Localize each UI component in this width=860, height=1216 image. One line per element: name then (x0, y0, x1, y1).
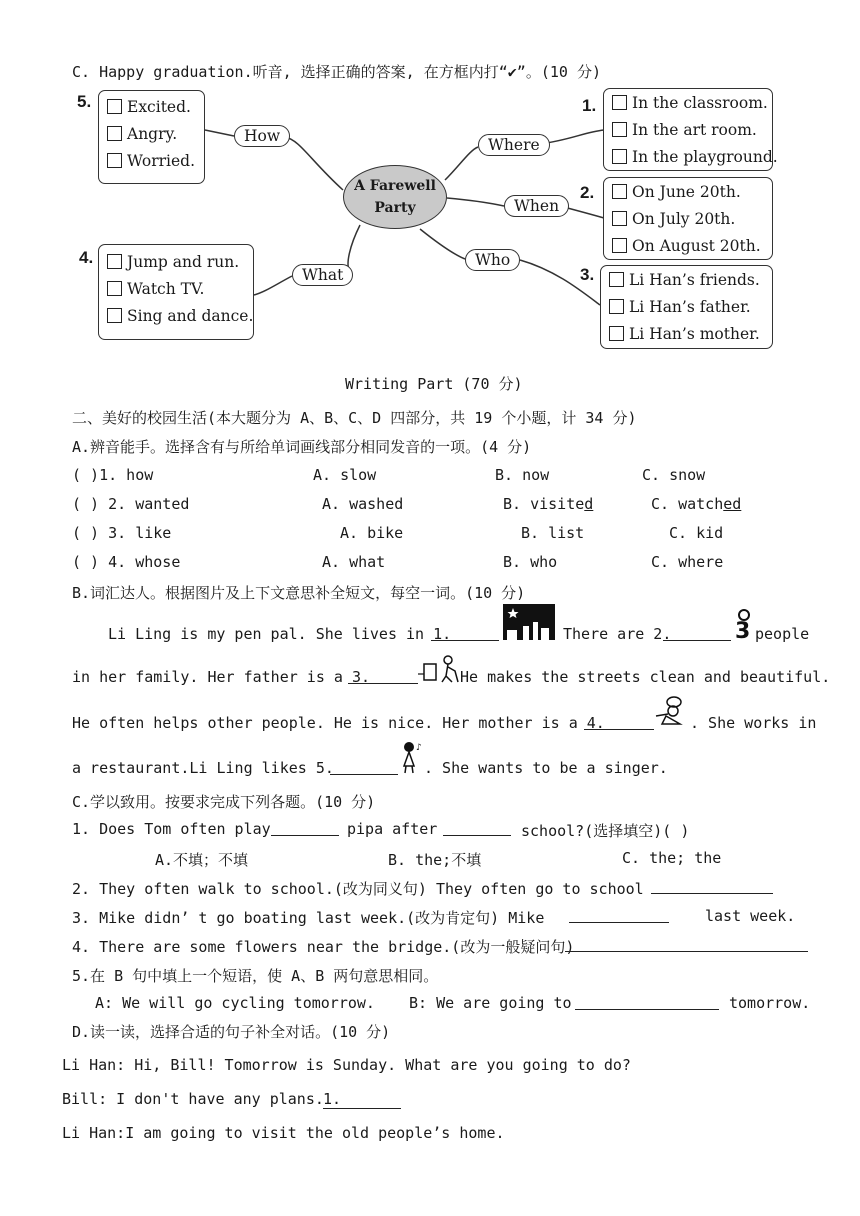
passage-text: Li Ling is my pen pal. She lives in 1. (108, 625, 452, 643)
checkbox[interactable] (107, 126, 122, 141)
checkbox[interactable] (612, 149, 627, 164)
branch-who: Who (465, 249, 520, 271)
option-art-room[interactable]: In the art room. (612, 117, 764, 144)
choice-c: C. snow (642, 466, 706, 484)
sentence-a: A: We will go cycling tomorrow. (95, 994, 375, 1012)
part-d-title: D.读一读，选择合适的句子补全对话。(10 分) (72, 1023, 391, 1041)
question-1-text: school?(选择填空)( ) (521, 822, 690, 840)
checkbox[interactable] (107, 254, 122, 269)
blank-c2[interactable] (651, 879, 773, 894)
question-4-text: 4. There are some flowers near the bridge.(改为一般疑问句) (72, 938, 575, 956)
part-a-title: A.辨音能手。选择含有与所给单词画线部分相同发音的一项。(4 分) (72, 438, 532, 456)
branch-when: When (504, 195, 569, 217)
checkbox[interactable] (107, 99, 122, 114)
blank-c4[interactable] (565, 937, 808, 952)
dialogue-line: Bill: I don't have any plans. (62, 1090, 324, 1108)
choice-c: C. where (651, 553, 724, 571)
option-classroom[interactable]: In the classroom. (612, 90, 764, 117)
passage-text: a restaurant.Li Ling likes 5. (72, 759, 334, 777)
option-playground[interactable]: In the playground. (612, 144, 764, 171)
blank-c3[interactable] (569, 908, 669, 923)
choice-a: A. slow (313, 466, 377, 484)
singing-picture (398, 740, 424, 774)
choice-a: A. washed (322, 495, 404, 513)
passage-text: . She works in (690, 714, 817, 732)
svg-text:♪: ♪ (416, 743, 422, 753)
choice-b: B. visited (503, 495, 594, 513)
blank-d1[interactable]: 1. (323, 1090, 401, 1109)
choice-a: A. bike (340, 524, 404, 542)
option-mother[interactable]: Li Han’s mother. (609, 321, 764, 348)
option-watch-tv[interactable]: Watch TV. (107, 276, 245, 303)
blank-5[interactable] (330, 760, 398, 775)
checkbox[interactable] (612, 211, 627, 226)
branch-what: What (292, 264, 353, 286)
checkbox[interactable] (612, 238, 627, 253)
blank-c5[interactable] (575, 995, 719, 1010)
passage-text: There are 2. (563, 625, 672, 643)
checkbox[interactable] (612, 95, 627, 110)
option-father[interactable]: Li Han’s father. (609, 294, 764, 321)
street-cleaner-picture (418, 654, 460, 684)
question: ( )1. how (72, 466, 154, 484)
options-what (98, 244, 254, 340)
option-jump-run[interactable]: Jump and run. (107, 249, 245, 276)
question: ( ) 4. whose (72, 553, 181, 571)
choice-c: C. watched (651, 495, 742, 513)
section-c-title: C. Happy graduation.听音, 选择正确的答案, 在方框内打“✔”。(10 分) (72, 63, 601, 81)
passage-text: He makes the streets clean and beautiful. (460, 668, 831, 686)
question-3-text: last week. (705, 907, 796, 925)
question-number-4: 4. (79, 248, 94, 267)
passage-text: in her family. Her father is a 3. (72, 668, 371, 686)
sentence-b: B: We are going to (409, 994, 572, 1012)
choice-b: B. list (521, 524, 585, 542)
option-sing-dance[interactable]: Sing and dance. (107, 303, 245, 330)
checkbox[interactable] (107, 281, 122, 296)
svg-text:3: 3 (735, 619, 751, 639)
blank-1[interactable] (431, 626, 499, 641)
branch-how: How (234, 125, 290, 147)
option-august[interactable]: On August 20th. (612, 233, 764, 260)
writing-part-heading: Writing Part (70 分) (345, 375, 523, 393)
checkbox[interactable] (609, 326, 624, 341)
choice-b: B. who (503, 553, 558, 571)
options-where (603, 88, 778, 171)
part-b-title: B.词汇达人。根据图片及上下文意思补全短文，每空一词。(10 分) (72, 584, 526, 602)
sentence-b: tomorrow. (729, 994, 811, 1012)
cook-picture (654, 696, 686, 726)
part-two-title: 二、美好的校园生活(本大题分为 A、B、C、D 四部分，共 19 个小题，计 34 分) (72, 409, 637, 427)
question-5-text: 5.在 B 句中填上一个短语，使 A、B 两句意思相同。 (72, 967, 439, 985)
choice-c: C. the; the (622, 849, 722, 867)
passage-text: people (755, 625, 810, 643)
checkbox[interactable] (609, 272, 624, 287)
city-night-picture (503, 604, 555, 640)
blank-c1-a[interactable] (271, 821, 339, 836)
mind-map-center (343, 165, 447, 229)
question: ( ) 3. like (72, 524, 172, 542)
choice-a: A.不填；不填 (155, 851, 249, 869)
choice-c: C. kid (669, 524, 724, 542)
number-three-picture (733, 609, 755, 639)
option-angry[interactable]: Angry. (107, 121, 196, 148)
question-number-5: 5. (77, 92, 92, 111)
question-number-3: 3. (580, 265, 595, 284)
checkbox[interactable] (107, 308, 122, 323)
blank-2[interactable] (663, 626, 731, 641)
checkbox[interactable] (612, 122, 627, 137)
center-title-line2: Party (374, 200, 416, 216)
choice-b: B. now (495, 466, 550, 484)
question-2-text: 2. They often walk to school.(改为同义句) They often go to school (72, 880, 644, 898)
checkbox[interactable] (107, 153, 122, 168)
passage-text: He often helps other people. He is nice. Her mother is a 4. (72, 714, 605, 732)
options-when (603, 177, 773, 260)
dialogue-line: Li Han:I am going to visit the old people’s home. (62, 1124, 505, 1142)
option-excited[interactable]: Excited. (107, 94, 196, 121)
center-title-line1: A Farewell (354, 178, 436, 194)
checkbox[interactable] (609, 299, 624, 314)
question-1-text: 1. Does Tom often play (72, 820, 271, 838)
options-who (600, 265, 773, 349)
blank-4[interactable] (584, 715, 654, 730)
question-number-1: 1. (582, 96, 597, 115)
blank-c1-b[interactable] (443, 821, 511, 836)
checkbox[interactable] (612, 184, 627, 199)
branch-where: Where (478, 134, 550, 156)
part-c-title: C.学以致用。按要求完成下列各题。(10 分) (72, 793, 376, 811)
option-june[interactable]: On June 20th. (612, 179, 764, 206)
question: ( ) 2. wanted (72, 495, 190, 513)
question-1-text: pipa after (347, 820, 438, 838)
choice-a: A. what (322, 553, 386, 571)
mind-map (0, 0, 860, 360)
option-july[interactable]: On July 20th. (612, 206, 764, 233)
blank-3[interactable] (348, 669, 418, 684)
dialogue-line: Li Han: Hi, Bill! Tomorrow is Sunday. What are you going to do? (62, 1056, 631, 1074)
choice-b: B. the;不填 (388, 851, 482, 869)
passage-text: . She wants to be a singer. (424, 759, 668, 777)
option-friends[interactable]: Li Han’s friends. (609, 267, 764, 294)
option-worried[interactable]: Worried. (107, 148, 196, 175)
question-3-text: 3. Mike didn’ t go boating last week.(改为肯定句) Mike (72, 909, 545, 927)
question-number-2: 2. (580, 183, 595, 202)
options-how (98, 90, 205, 184)
